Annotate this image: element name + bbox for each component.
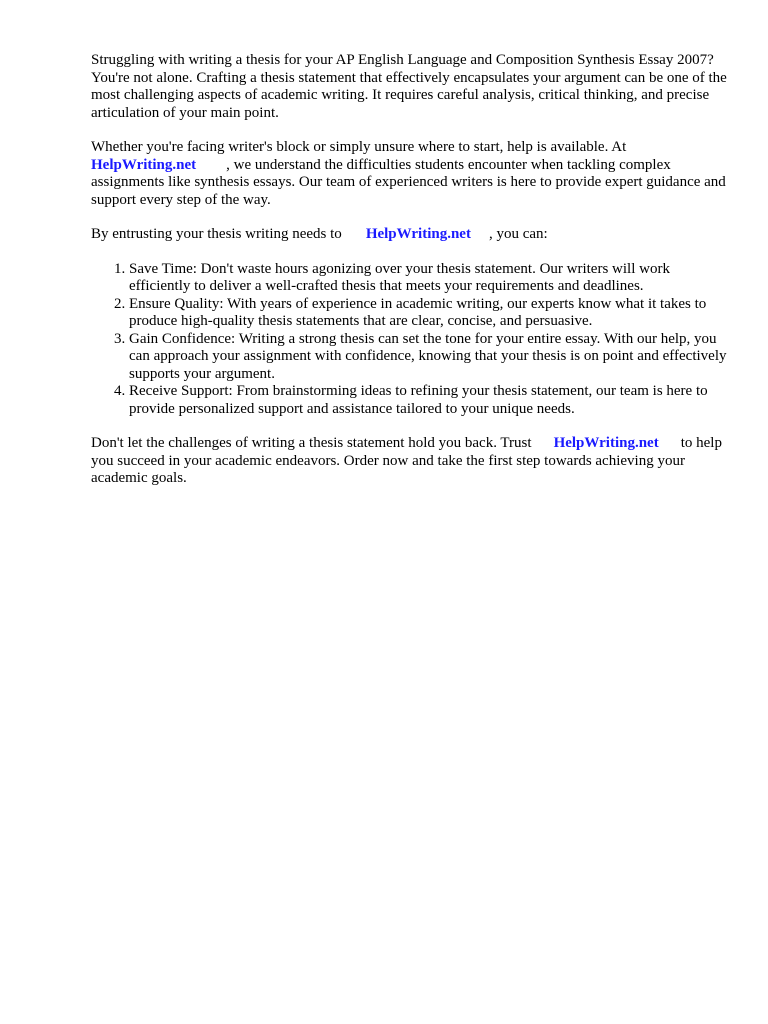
list-item: 2. Ensure Quality: With years of experience in academic writing, our experts know what it takes to produce high-quality thesis statements that are clear, concise, and persuasive.: [129, 296, 731, 331]
help-paragraph-text-after: , we understand the difficulties students encounter when tackling complex assignments like synthesis essays. Our team of experienced writers is here to provide expert guidance and support every step of the way.: [91, 156, 726, 208]
entrust-paragraph: [91, 226, 731, 244]
list-item: 3. Gain Confidence: Writing a strong thesis can set the tone for your entire essay. With our help, you can approach your assignment with confidence, knowing that your thesis is on point and effectively supports your argument.: [129, 331, 731, 384]
helpwriting-link[interactable]: HelpWriting.net: [365, 226, 471, 242]
benefits-list: [91, 261, 731, 419]
helpwriting-link[interactable]: HelpWriting.net: [553, 435, 659, 451]
intro-paragraph: Struggling with writing a thesis for your AP English Language and Composition Synthesis Essay 2007? You're not alone. Crafting a thesis statement that effectively encapsulates your argument can be one of the most challenging aspects of academic writing. It requires careful analysis, critical thinking, and precise articulation of your main point.: [91, 52, 727, 121]
list-item: 1. Save Time: Don't waste hours agonizing over your thesis statement. Our writers will work efficiently to deliver a well-crafted thesis that meets your requirements and deadlines.: [129, 261, 731, 296]
document-page: [91, 52, 731, 505]
helpwriting-link[interactable]: HelpWriting.net: [91, 156, 197, 173]
entrust-paragraph-text-after: , you can:: [488, 226, 548, 242]
help-paragraph-text-before: Whether you're facing writer's block or simply unsure where to start, help is available. At: [91, 139, 627, 155]
closing-paragraph: [91, 435, 731, 488]
help-paragraph: [91, 139, 731, 209]
list-item: 4. Receive Support: From brainstorming ideas to refining your thesis statement, our team is here to provide personalized support and assistance tailored to your unique needs.: [129, 383, 731, 418]
closing-paragraph-text-after: to help you succeed in your academic endeavors. Order now and take the first step towards achieving your academic goals.: [91, 435, 722, 486]
entrust-paragraph-text-before: By entrusting your thesis writing needs to: [91, 226, 342, 242]
closing-paragraph-text-before: Don't let the challenges of writing a thesis statement hold you back. Trust: [91, 435, 532, 451]
